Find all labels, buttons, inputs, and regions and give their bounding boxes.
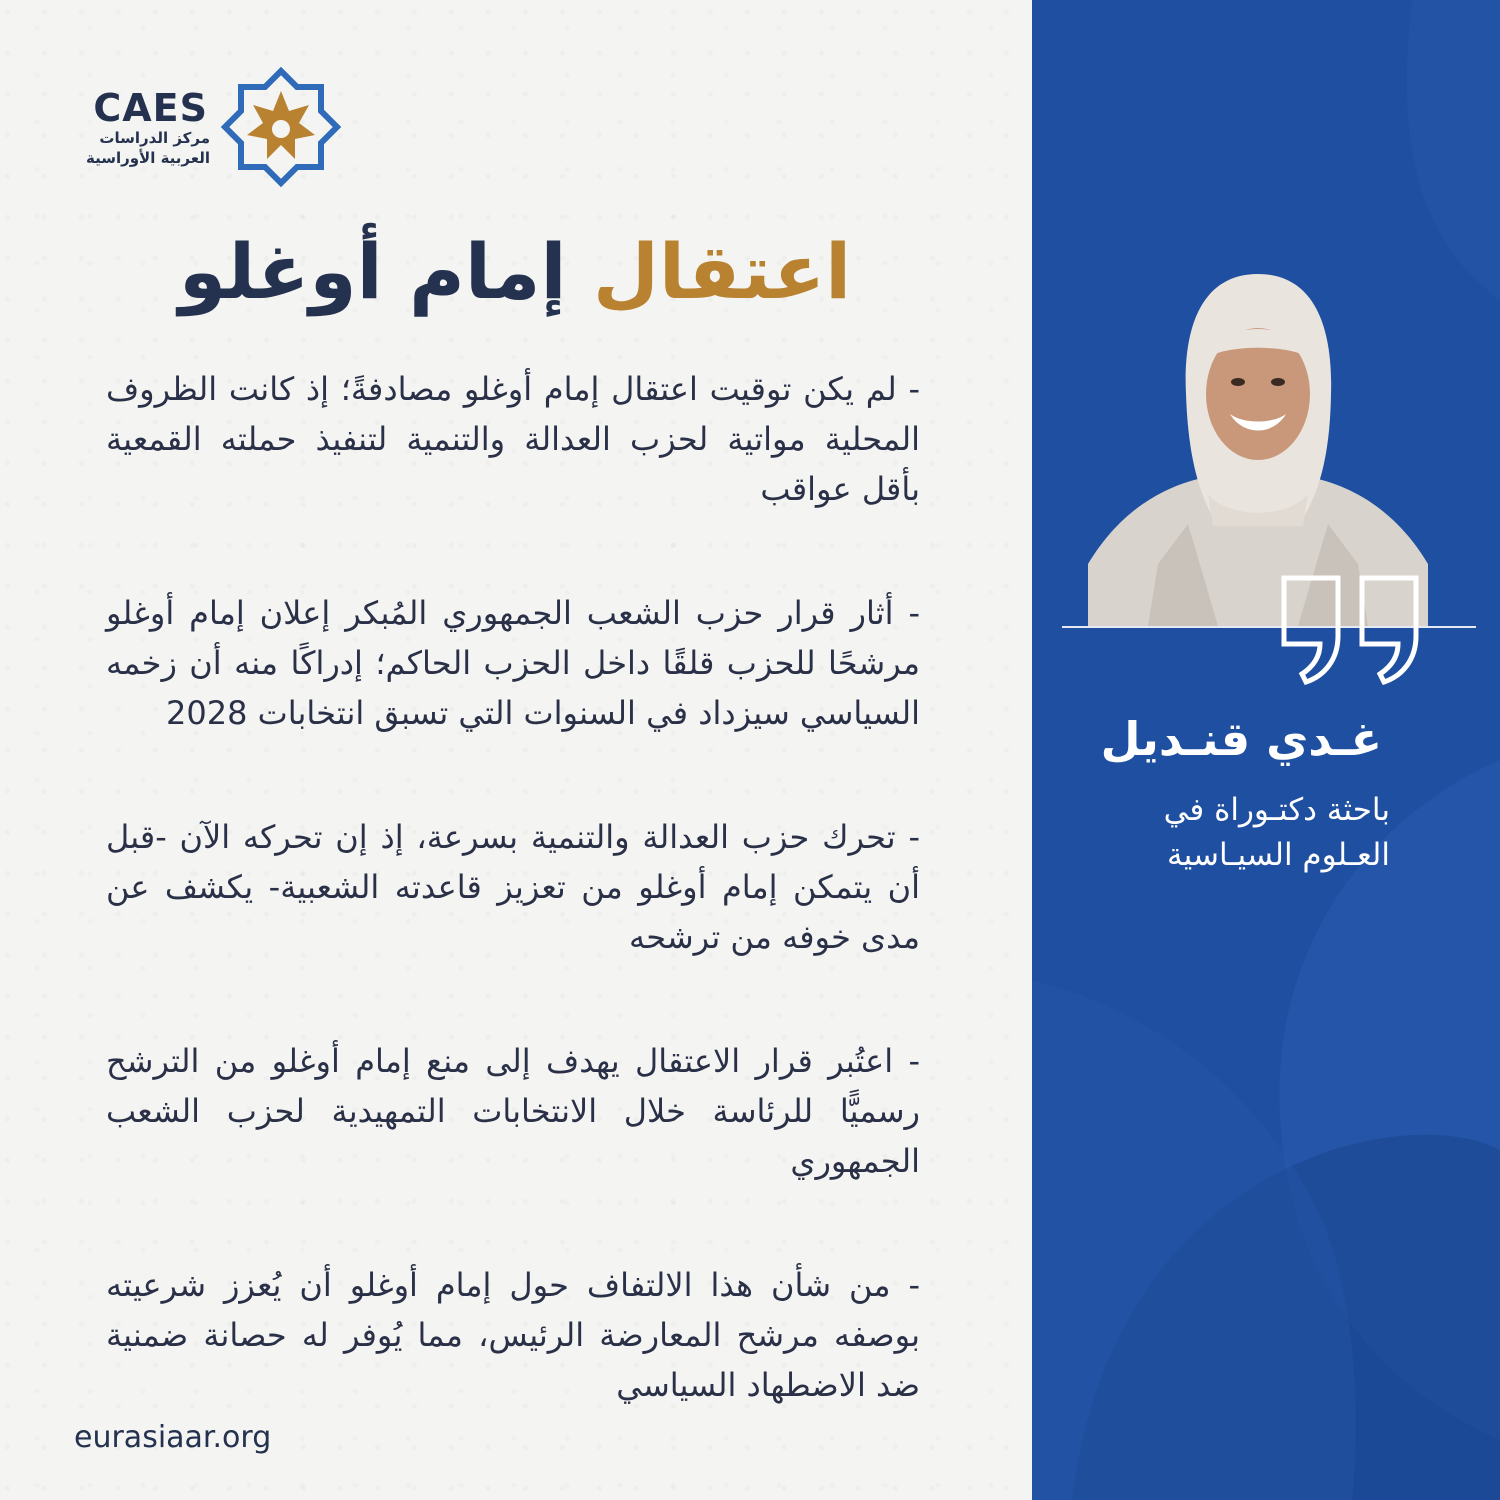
title-part-main: إمام أوغلو (178, 227, 567, 316)
bullet-item: - تحرك حزب العدالة والتنمية بسرعة، إذ إن تحركه الآن -قبل أن يتمكن إمام أوغلو من تعزيز قاعدته الشعبية- يكشف عن مدى خوفه من ترشحه (106, 818, 920, 956)
logo-abbreviation: CAES (93, 86, 208, 130)
bullet-item: - أثار قرار حزب الشعب الجمهوري المُبكر إعلان إمام أوغلو مرشحًا للحزب قلقًا داخل الحزب الحاكم؛ إدراكًا منه أن زخمه السياسي سيزداد في السنوات التي تسبق انتخابات 2028 (106, 594, 920, 732)
logo-org-name-line1: مركز الدراسات (99, 129, 210, 147)
author-photo (1088, 264, 1428, 626)
page-title (140, 222, 890, 322)
author-title (1060, 788, 1390, 878)
bullet-item: - لم يكن توقيت اعتقال إمام أوغلو مصادفةً؛ إذ كانت الظروف المحلية مواتية لحزب العدالة والتنمية لتنفيذ حملته القمعية بأقل عواقب (106, 370, 920, 508)
title-part-highlight: اعتقال (592, 227, 852, 316)
author-title-line2: العـلوم السيـاسية (1167, 837, 1390, 873)
author-name: غـدي قنـديل (1100, 712, 1382, 766)
bullet-list (106, 364, 920, 1410)
logo-org-name-line2: العربية الأوراسية (85, 149, 210, 167)
closing-quote-icon (1276, 574, 1426, 686)
website-link[interactable]: eurasiaar.org (74, 1420, 272, 1455)
bullet-item: - من شأن هذا الالتفاف حول إمام أوغلو أن يُعزز شرعيته بوصفه مرشح المعارضة الرئيس، مما يُوفر له حصانة ضمنية ضد الاضطهاد السياسي (106, 1266, 920, 1404)
author-title-line1: باحثة دكتـوراة في (1163, 792, 1390, 828)
bullet-item: - اعتُبر قرار الاعتقال يهدف إلى منع إمام أوغلو من الترشح رسميًّا للرئاسة خلال الانتخابات التمهيدية لحزب الشعب الجمهوري (106, 1042, 920, 1180)
logo-emblem-icon (220, 66, 342, 188)
